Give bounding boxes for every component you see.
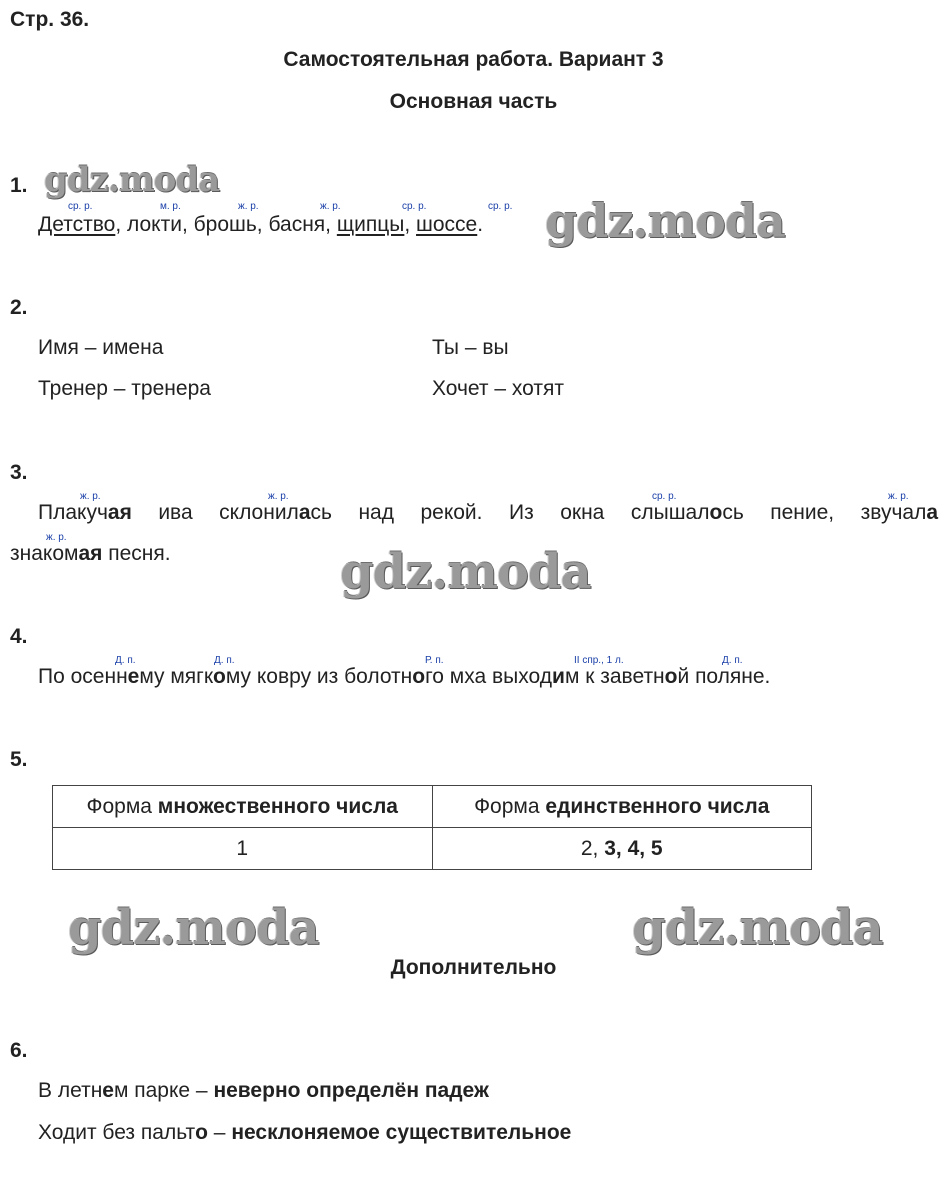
text: 1 [236, 836, 249, 860]
ending: ая [78, 542, 103, 565]
text: й поляне. [677, 665, 771, 688]
separator: , [256, 213, 269, 236]
ending: о [213, 665, 226, 688]
table-header-cell [53, 786, 433, 828]
text: 2, [580, 836, 605, 860]
text: склонил [219, 501, 299, 524]
text: му ковру из болотн [225, 665, 413, 688]
watermark: gdz.moda [68, 900, 319, 956]
ending: о [664, 665, 678, 688]
ending: и [552, 665, 565, 688]
table-cell [432, 828, 812, 870]
watermark: gdz.moda [340, 544, 591, 600]
task-6-line [38, 1121, 571, 1145]
task-6-line [38, 1079, 489, 1103]
word: шоссе [416, 213, 478, 236]
gender-note: м. р. [160, 201, 181, 212]
word: щипцы [336, 213, 405, 236]
text: По осенн [38, 665, 128, 688]
case-note: Д. п. [115, 655, 136, 666]
text: Ходит без пальт [38, 1121, 196, 1144]
separator: , [404, 213, 417, 236]
text: – [207, 1121, 232, 1144]
ending: е [102, 1079, 114, 1102]
table-header-cell [432, 786, 812, 828]
section-title-extra: Дополнительно [390, 956, 557, 979]
pair: Хочет – хотят [432, 377, 564, 400]
table-row [53, 828, 812, 870]
text: пение, [770, 501, 835, 524]
text: окна [560, 501, 605, 524]
period: . [477, 213, 484, 236]
ending: ая [107, 501, 132, 524]
word: Детство [38, 213, 116, 236]
watermark: gdz.moda [632, 900, 883, 956]
text: Форма [474, 794, 546, 818]
text: рекой. [420, 501, 483, 524]
text: сь [722, 501, 744, 524]
task-1-number: 1. [10, 174, 28, 197]
separator: , [181, 213, 194, 236]
ending: о [709, 501, 723, 524]
gender-note: ср. р. [652, 491, 677, 502]
text: го мха выход [425, 665, 553, 688]
text: м парке – [113, 1079, 214, 1102]
number-forms-table [52, 785, 812, 870]
text-bold: 3, 4, 5 [604, 836, 663, 860]
text: знаком [10, 542, 79, 565]
text: му мягк [139, 665, 214, 688]
task-3-number: 3. [10, 461, 28, 484]
text: слышал [630, 501, 710, 524]
gender-note: ж. р. [888, 491, 909, 502]
case-note: Д. п. [722, 655, 743, 666]
answer-bold: неверно определён падеж [213, 1079, 489, 1102]
watermark: gdz.moda [545, 194, 785, 248]
text: ива [158, 501, 193, 524]
text: звучал [860, 501, 927, 524]
case-note: Д. п. [214, 655, 235, 666]
text-bold: единственного числа [545, 794, 770, 818]
separator: , [115, 213, 127, 236]
task-2-number: 2. [10, 296, 28, 319]
text: м к заветн [564, 665, 665, 688]
section-title-main: Основная часть [389, 90, 558, 113]
table-cell [53, 828, 433, 870]
task-6-number: 6. [10, 1039, 28, 1062]
pair: Ты – вы [432, 336, 509, 359]
text: Из [508, 501, 534, 524]
case-note: Р. п. [425, 655, 444, 666]
table-header-row [53, 786, 812, 828]
pair: Тренер – тренера [38, 377, 211, 400]
text: Плакуч [38, 501, 108, 524]
gender-note: ж. р. [320, 201, 341, 212]
task-5-number: 5. [10, 748, 28, 771]
text: песня. [102, 542, 171, 565]
word: брошь [193, 213, 257, 236]
gender-note: ж. р. [46, 532, 67, 543]
ending: а [298, 501, 311, 524]
ending: е [127, 665, 140, 688]
pair: Имя – имена [38, 336, 164, 359]
watermark: gdz.moda [44, 160, 220, 200]
task-4-sentence [38, 665, 770, 689]
work-title: Самостоятельная работа. Вариант 3 [283, 48, 664, 71]
ending: о [412, 665, 426, 688]
text-bold: множественного числа [157, 794, 398, 818]
text: сь [310, 501, 332, 524]
gender-note: ср. р. [68, 201, 93, 212]
text: В летн [38, 1079, 103, 1102]
ending: а [926, 501, 939, 524]
gender-note: ж. р. [268, 491, 289, 502]
gender-note: ср. р. [488, 201, 513, 212]
text: Форма [86, 794, 158, 818]
answer-bold: несклоняемое существительное [231, 1121, 572, 1144]
task-1-text [38, 213, 483, 237]
task-3-line-2 [10, 542, 171, 566]
word: басня [268, 213, 326, 236]
gender-note: ср. р. [402, 201, 427, 212]
task-3-line-1 [38, 501, 938, 525]
ending: о [195, 1121, 208, 1144]
page-reference: Стр. 36. [10, 8, 90, 31]
separator: , [325, 213, 337, 236]
gender-note: ж. р. [238, 201, 259, 212]
gender-note: ж. р. [80, 491, 101, 502]
task-4-number: 4. [10, 625, 28, 648]
conjugation-note: II спр., 1 л. [574, 655, 624, 666]
word: локти [126, 213, 182, 236]
text: над [358, 501, 394, 524]
